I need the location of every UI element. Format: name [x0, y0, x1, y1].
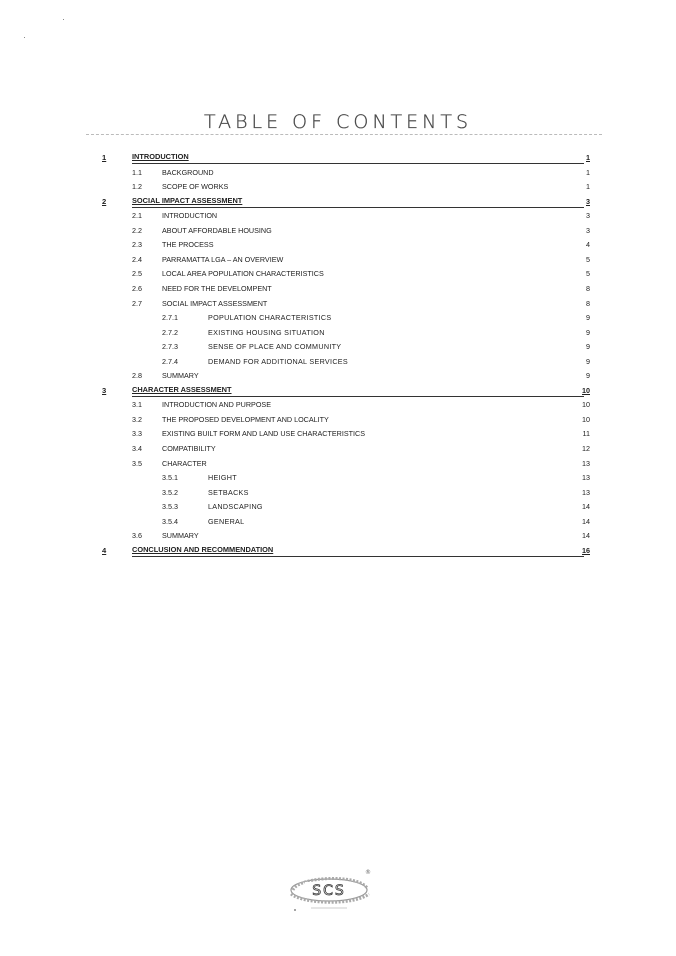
toc-entry-number: 2.6 — [132, 283, 142, 293]
toc-entry-label: EXISTING BUILT FORM AND LAND USE CHARACTERISTICS — [162, 429, 366, 439]
toc-entry[interactable] — [0, 369, 676, 383]
toc-entry[interactable] — [0, 384, 676, 398]
toc-entry-page: 4 — [586, 240, 590, 250]
toc-entry-label: CHARACTER — [162, 458, 207, 468]
toc-entry[interactable] — [0, 500, 676, 514]
toc-entry-page: 1 — [586, 167, 590, 177]
toc-entry-number: 2.8 — [132, 371, 142, 381]
toc-entry-page: 3 — [586, 196, 590, 206]
toc-entry-number: 2.1 — [132, 211, 142, 221]
toc-entry-label: BACKGROUND — [162, 167, 214, 177]
toc-entry[interactable] — [0, 398, 676, 412]
toc-entry-number: 2.4 — [132, 254, 142, 264]
toc-entry[interactable] — [0, 209, 676, 223]
toc-entry-page: 9 — [586, 342, 590, 352]
toc-entry[interactable] — [0, 326, 676, 340]
scs-logo — [283, 864, 379, 912]
toc-entry-number: 2.7 — [132, 298, 142, 308]
toc-entry-number: 1.2 — [132, 182, 142, 192]
toc-entry-label: CONCLUSION AND RECOMMENDATION — [132, 544, 584, 557]
toc-entry-label: INTRODUCTION — [132, 151, 584, 164]
toc-entry-number: 2.7.4 — [162, 356, 178, 366]
logo-text: SCS — [312, 883, 346, 899]
toc-entry-label: HEIGHT — [208, 473, 237, 483]
toc-entry-page: 14 — [582, 531, 590, 541]
toc-entry-label: COMPATIBILITY — [162, 444, 216, 453]
toc-entry[interactable] — [0, 195, 676, 209]
toc-entry-page: 3 — [586, 225, 590, 235]
toc-entry[interactable] — [0, 471, 676, 485]
toc-entry-label: SUMMARY — [162, 371, 199, 381]
toc-entry[interactable] — [0, 355, 676, 369]
toc-entry[interactable] — [0, 282, 676, 296]
toc-entry-number: 4 — [102, 545, 107, 555]
toc-entry-page: 10 — [582, 414, 590, 424]
toc-entry-page: 9 — [586, 371, 590, 381]
toc-entry-page: 9 — [586, 313, 590, 323]
toc-entry-number: 3.5 — [132, 458, 142, 468]
toc-entry[interactable] — [0, 515, 676, 529]
page-title: TABLE OF CONTENTS — [203, 111, 473, 133]
toc-entry-page: 10 — [582, 400, 590, 410]
toc-entry-number: 2.2 — [132, 225, 142, 235]
toc-entry-number: 3.5.4 — [162, 516, 178, 526]
toc-entry[interactable] — [0, 238, 676, 252]
toc-entry-page: 13 — [582, 487, 590, 497]
toc-entry-number: 2.5 — [132, 269, 142, 279]
toc-entry[interactable] — [0, 529, 676, 543]
toc-entry-number: 2.7.3 — [162, 342, 178, 352]
toc-entry-label: SUMMARY — [162, 531, 199, 541]
toc-entry[interactable] — [0, 340, 676, 354]
toc-entry-label: INTRODUCTION — [162, 211, 218, 221]
toc-entry-page: 12 — [582, 444, 590, 453]
toc-entry-number: 3.3 — [132, 429, 142, 439]
toc-entry-label: EXISTING HOUSING SITUATION — [208, 327, 325, 337]
toc-entry[interactable] — [0, 442, 676, 456]
toc-entry-number: 3.4 — [132, 444, 142, 453]
toc-entry-label: NEED FOR THE DEVELOMPENT — [162, 283, 272, 293]
toc-entry[interactable] — [0, 457, 676, 471]
toc-entry-page: 8 — [586, 283, 590, 293]
toc-entry-page: 5 — [586, 269, 590, 279]
toc-entry-number: 3.5.2 — [162, 487, 178, 497]
toc-entry-number: 3.2 — [132, 414, 142, 424]
toc-entry-page: 14 — [582, 502, 590, 512]
toc-entry-label: SENSE OF PLACE AND COMMUNITY — [208, 342, 342, 352]
toc-entry-number: 3.6 — [132, 531, 142, 541]
toc-entry-label: SOCIAL IMPACT ASSESSMENT — [132, 195, 584, 208]
toc-entry[interactable] — [0, 311, 676, 325]
toc-entry-number: 2.7.1 — [162, 313, 178, 323]
toc-entry-number: 3.5.1 — [162, 473, 178, 483]
toc-entry-page: 10 — [582, 385, 590, 395]
toc-entry[interactable] — [0, 224, 676, 238]
toc-entry-number: 1.1 — [132, 167, 142, 177]
toc-entry-label: SETBACKS — [208, 487, 249, 497]
toc-entry-page: 5 — [586, 254, 590, 264]
toc-entry-page: 3 — [586, 211, 590, 221]
toc-entry-label: GENERAL — [208, 516, 245, 526]
toc-entry[interactable] — [0, 151, 676, 165]
toc-entry-page: 16 — [582, 545, 590, 555]
toc-entry-label: THE PROPOSED DEVELOPMENT AND LOCALITY — [162, 414, 329, 424]
toc-entry-number: 3.1 — [132, 400, 142, 410]
toc-entry-page: 1 — [586, 153, 590, 162]
toc-entry-page: 8 — [586, 298, 590, 308]
toc-entry-page: 9 — [586, 327, 590, 337]
toc-entry-page: 9 — [586, 356, 590, 366]
toc-entry-number: 3 — [102, 385, 107, 395]
toc-entry-label: DEMAND FOR ADDITIONAL SERVICES — [208, 356, 348, 366]
toc-entry-label: SCOPE OF WORKS — [162, 182, 229, 192]
toc-entry-page: 11 — [582, 429, 590, 439]
toc-entry[interactable] — [0, 413, 676, 427]
toc-entry[interactable] — [0, 544, 676, 558]
toc-entry[interactable] — [0, 486, 676, 500]
toc-entry-label: PARRAMATTA LGA – AN OVERVIEW — [162, 254, 284, 264]
toc-entry-label: POPULATION CHARACTERISTICS — [208, 313, 332, 323]
toc-entry[interactable] — [0, 297, 676, 311]
toc-entry-number: 1 — [102, 153, 107, 162]
toc-entry-number: 3.5.3 — [162, 502, 178, 512]
toc-entry-page: 13 — [582, 473, 590, 483]
toc-entry-page: 1 — [586, 182, 590, 192]
toc-entry-label: LANDSCAPING — [208, 502, 263, 512]
toc-entry-label: INTRODUCTION AND PURPOSE — [162, 400, 272, 410]
toc-entry-number: 2.7.2 — [162, 327, 178, 337]
toc-entry[interactable] — [0, 253, 676, 267]
toc-entry-page: 14 — [582, 516, 590, 526]
toc-entry[interactable] — [0, 427, 676, 441]
toc-entry-label: CHARACTER ASSESSMENT — [132, 384, 584, 397]
toc-entry-number: 2.3 — [132, 240, 142, 250]
toc-entry-label: SOCIAL IMPACT ASSESSMENT — [162, 298, 268, 308]
toc-entry[interactable] — [0, 166, 676, 180]
logo-registered-mark: ® — [365, 869, 371, 876]
toc-entry-label: LOCAL AREA POPULATION CHARACTERISTICS — [162, 269, 324, 279]
toc-entry[interactable] — [0, 180, 676, 194]
toc-entry[interactable] — [0, 267, 676, 281]
toc-entry-page: 13 — [582, 458, 590, 468]
toc-entry-label: ABOUT AFFORDABLE HOUSING — [162, 225, 272, 235]
toc-entry-label: THE PROCESS — [162, 240, 214, 250]
toc-entry-number: 2 — [102, 196, 107, 206]
